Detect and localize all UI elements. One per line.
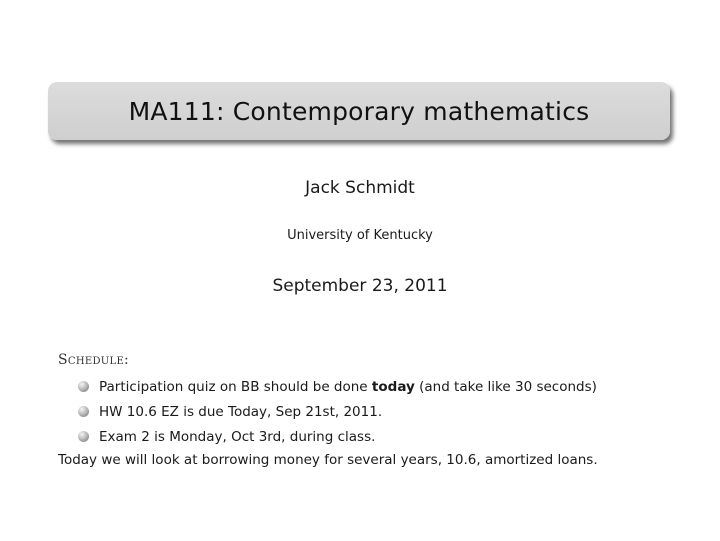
item-text: Exam 2 is Monday, Oct 3rd, during class.	[99, 428, 376, 445]
bullet-ball-icon	[78, 431, 89, 442]
schedule-heading: Schedule:	[58, 352, 130, 368]
institute: University of Kentucky	[287, 228, 433, 243]
closing-text: Today we will look at borrowing money for several years, 10.6, amortized loans.	[58, 452, 598, 468]
item-text: Participation quiz on BB should be done today (and take like 30 seconds)	[99, 378, 597, 395]
bullet-ball-icon	[78, 381, 89, 392]
item-emphasis: today	[371, 378, 415, 395]
author: Jack Schmidt	[305, 178, 415, 198]
list-item	[78, 399, 597, 424]
bullet-ball-icon	[78, 406, 89, 417]
schedule-list	[78, 374, 597, 449]
slide-title: MA111: Contemporary mathematics	[128, 96, 590, 126]
date: September 23, 2011	[272, 276, 448, 296]
list-item	[78, 374, 597, 399]
list-item	[78, 424, 597, 449]
item-text: HW 10.6 EZ is due Today, Sep 21st, 2011.	[99, 403, 383, 420]
title-box	[48, 82, 670, 140]
